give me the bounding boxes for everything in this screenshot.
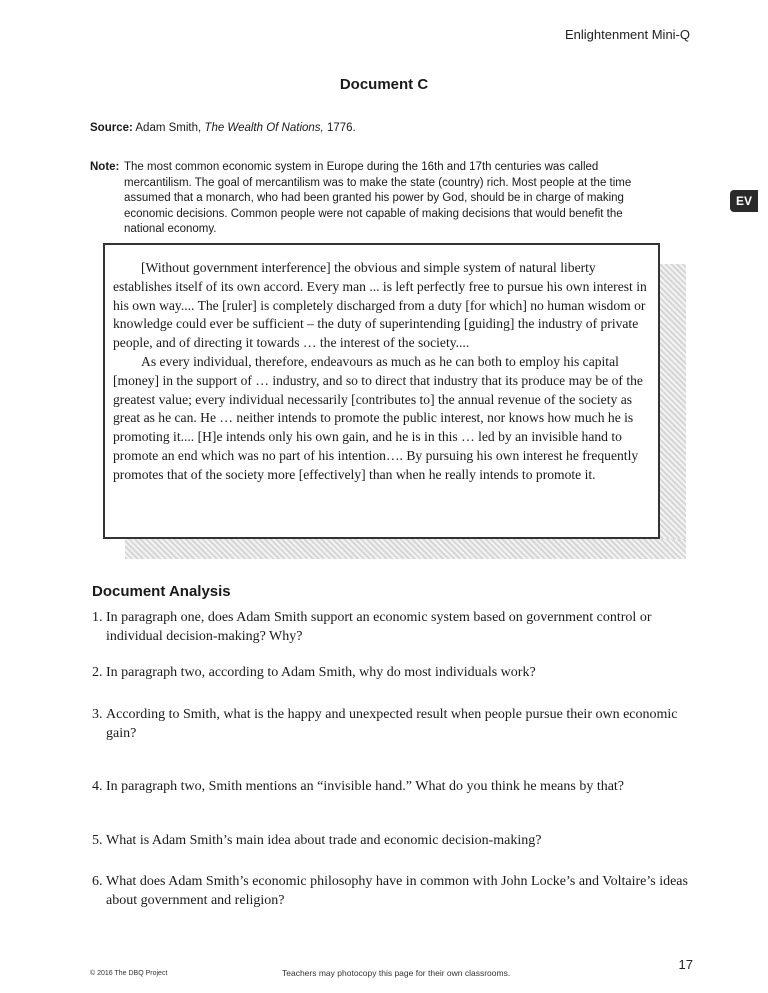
source-author: Adam Smith, <box>135 122 202 134</box>
question-3 <box>92 705 692 743</box>
question-number: 1. <box>92 610 103 625</box>
box-shadow-bottom <box>125 539 686 559</box>
note-text: The most common economic system in Europe during the 16th and 17th centuries was called mercantilism. The goal of mercantilism was to make the state (country) rich. Most people at the time assumed that a monarch, who had been granted his power by God, should be in charge of making economic decisions. Common people were not capable of making decisions that would benefit the national economy. <box>124 161 632 235</box>
question-text: According to Smith, what is the happy and unexpected result when people pursue their own economic gain? <box>106 707 678 741</box>
document-title: Document C <box>339 76 429 93</box>
question-number: 2. <box>92 665 103 680</box>
note-block <box>90 160 650 238</box>
footer-permission: Teachers may photocopy this page for their own classrooms. <box>282 968 511 978</box>
page-number: 17 <box>678 957 693 972</box>
question-2 <box>92 663 692 682</box>
question-6 <box>92 872 692 910</box>
quote-paragraph-1: [Without government interference] the obvious and simple system of natural liberty establishes itself of its own accord. Every man ... is left perfectly free to pursue his own interest in his own way.... The [ruler] is completely discharged from a duty [for which] no human wisdom or knowledge could ever be sufficient – the duty of superintending [guiding] the industry of private people, and of directing it towards … the interest of the society.... <box>113 260 647 351</box>
note-label: Note: <box>90 161 120 173</box>
section-tab: EV <box>730 190 758 212</box>
question-text: In paragraph one, does Adam Smith support an economic system based on government control or individual decision-making? Why? <box>106 610 652 644</box>
question-number: 5. <box>92 833 103 848</box>
question-4 <box>92 777 692 796</box>
source-year: 1776. <box>326 122 356 134</box>
footer-copyright: © 2016 The DBQ Project <box>90 970 168 977</box>
question-text: In paragraph two, Smith mentions an “invisible hand.” What do you think he means by that? <box>106 779 625 794</box>
question-1 <box>92 608 692 646</box>
source-line <box>90 122 356 134</box>
question-number: 3. <box>92 707 103 722</box>
question-text: What is Adam Smith’s main idea about trade and economic decision-making? <box>106 833 542 848</box>
question-5 <box>92 831 692 850</box>
analysis-heading: Document Analysis <box>92 583 231 600</box>
question-text: In paragraph two, according to Adam Smith, why do most individuals work? <box>106 665 536 680</box>
source-work: The Wealth Of Nations, <box>204 122 324 134</box>
box-shadow-right <box>660 264 686 554</box>
question-number: 4. <box>92 779 103 794</box>
quote-paragraph-2: As every individual, therefore, endeavours as much as he can both to employ his capital [money] in the support of … industry, and so to direct that industry that its produce may be of the greatest value; every individual necessarily [contributes to] the annual revenue of the society as great as he can. He … neither intends to promote the public interest, nor knows how much he is promoting it.... [H]e intends only his own gain, and he is in this … led by an invisible hand to promote an end which was no part of his intention…. By pursuing his own interest he frequently promotes that of the society more [effectively] than when he really intends to promote it. <box>113 353 643 482</box>
header-title: Enlightenment Mini-Q <box>565 27 690 42</box>
question-number: 6. <box>92 874 103 889</box>
source-label: Source: <box>90 122 133 134</box>
question-text: What does Adam Smith’s economic philosophy have in common with John Locke’s and Voltaire’s ideas about government and religion? <box>106 874 688 908</box>
quote-box <box>103 243 660 539</box>
